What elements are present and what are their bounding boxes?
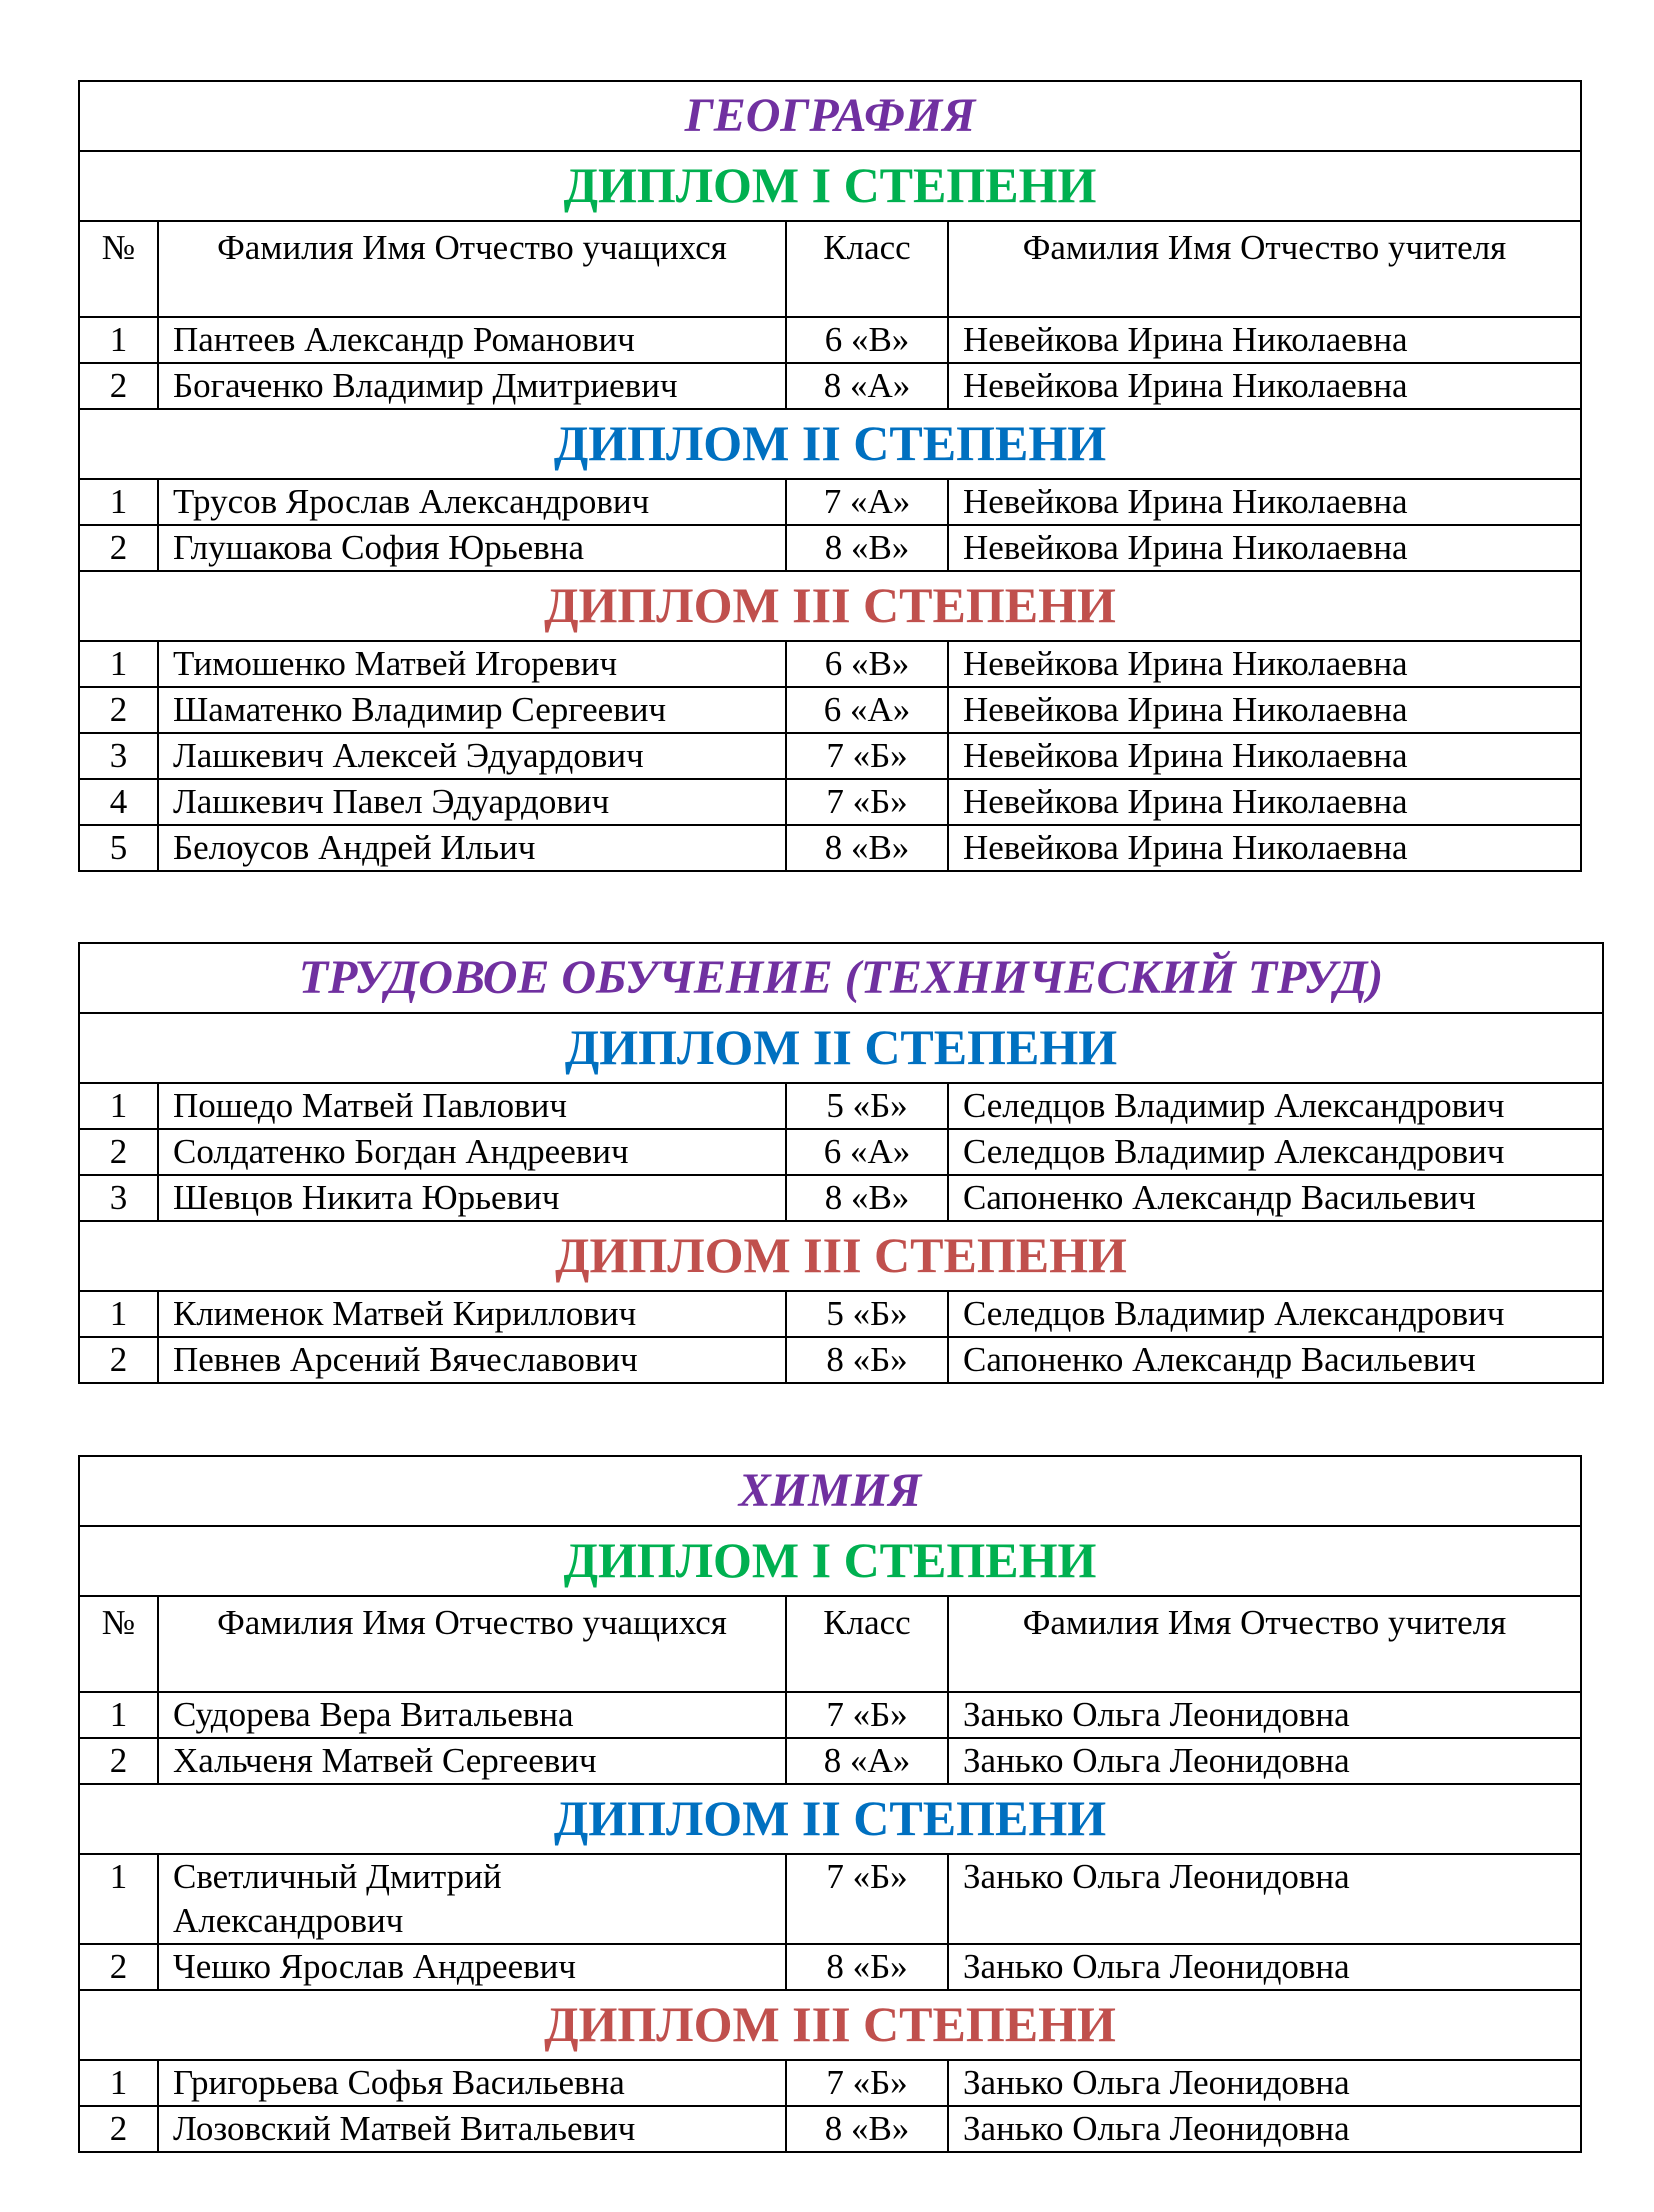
teacher-name: Занько Ольга Леонидовна bbox=[948, 1944, 1581, 1990]
column-header-teacher: Фамилия Имя Отчество учителя bbox=[948, 1596, 1581, 1692]
table-row bbox=[79, 779, 1581, 825]
student-class: 7 «Б» bbox=[786, 779, 948, 825]
teacher-name: Занько Ольга Леонидовна bbox=[948, 1692, 1581, 1738]
student-name: Светличный Дмитрий Александрович bbox=[158, 1854, 786, 1944]
table-row bbox=[79, 525, 1581, 571]
row-number: 1 bbox=[79, 641, 158, 687]
diploma-heading: ДИПЛОМ I СТЕПЕНИ bbox=[79, 1526, 1581, 1596]
teacher-name: Невейкова Ирина Николаевна bbox=[948, 363, 1581, 409]
column-header-num: № bbox=[79, 221, 158, 317]
teacher-name: Невейкова Ирина Николаевна bbox=[948, 641, 1581, 687]
student-name: Пантеев Александр Романович bbox=[158, 317, 786, 363]
diploma-heading: ДИПЛОМ II СТЕПЕНИ bbox=[79, 1013, 1603, 1083]
row-number: 1 bbox=[79, 1692, 158, 1738]
column-header-students: Фамилия Имя Отчество учащихся bbox=[158, 1596, 786, 1692]
student-name: Певнев Арсений Вячеславович bbox=[158, 1337, 786, 1383]
student-class: 5 «Б» bbox=[786, 1291, 948, 1337]
student-class: 7 «А» bbox=[786, 479, 948, 525]
teacher-name: Селедцов Владимир Александрович bbox=[948, 1291, 1603, 1337]
table-row bbox=[79, 1854, 1581, 1944]
teacher-name: Невейкова Ирина Николаевна bbox=[948, 733, 1581, 779]
diploma-heading: ДИПЛОМ II СТЕПЕНИ bbox=[79, 1784, 1581, 1854]
row-number: 3 bbox=[79, 733, 158, 779]
row-number: 5 bbox=[79, 825, 158, 871]
diploma-heading: ДИПЛОМ I СТЕПЕНИ bbox=[79, 151, 1581, 221]
student-class: 6 «В» bbox=[786, 641, 948, 687]
student-class: 6 «А» bbox=[786, 687, 948, 733]
table-row bbox=[79, 1337, 1603, 1383]
student-name: Чешко Ярослав Андреевич bbox=[158, 1944, 786, 1990]
column-header-num: № bbox=[79, 1596, 158, 1692]
student-name: Судорева Вера Витальевна bbox=[158, 1692, 786, 1738]
labour-training-table bbox=[78, 942, 1604, 1384]
table-row bbox=[79, 2060, 1581, 2106]
teacher-name: Сапоненко Александр Васильевич bbox=[948, 1337, 1603, 1383]
student-name: Богаченко Владимир Дмитриевич bbox=[158, 363, 786, 409]
subject-title: ХИМИЯ bbox=[79, 1456, 1581, 1526]
teacher-name: Невейкова Ирина Николаевна bbox=[948, 825, 1581, 871]
student-name: Тимошенко Матвей Игоревич bbox=[158, 641, 786, 687]
teacher-name: Невейкова Ирина Николаевна bbox=[948, 525, 1581, 571]
row-number: 2 bbox=[79, 1129, 158, 1175]
student-class: 7 «Б» bbox=[786, 1692, 948, 1738]
student-class: 7 «Б» bbox=[786, 733, 948, 779]
student-class: 8 «В» bbox=[786, 1175, 948, 1221]
student-class: 6 «В» bbox=[786, 317, 948, 363]
row-number: 3 bbox=[79, 1175, 158, 1221]
subject-title: ГЕОГРАФИЯ bbox=[79, 81, 1581, 151]
student-name: Трусов Ярослав Александрович bbox=[158, 479, 786, 525]
row-number: 2 bbox=[79, 1337, 158, 1383]
row-number: 1 bbox=[79, 1854, 158, 1944]
student-name: Пошедо Матвей Павлович bbox=[158, 1083, 786, 1129]
student-name: Клименок Матвей Кириллович bbox=[158, 1291, 786, 1337]
row-number: 1 bbox=[79, 479, 158, 525]
student-name: Белоусов Андрей Ильич bbox=[158, 825, 786, 871]
row-number: 1 bbox=[79, 1083, 158, 1129]
table-row bbox=[79, 1944, 1581, 1990]
student-class: 8 «В» bbox=[786, 525, 948, 571]
teacher-name: Невейкова Ирина Николаевна bbox=[948, 317, 1581, 363]
student-name: Лашкевич Алексей Эдуардович bbox=[158, 733, 786, 779]
table-row bbox=[79, 1175, 1603, 1221]
table-row bbox=[79, 1083, 1603, 1129]
student-name: Григорьева Софья Васильевна bbox=[158, 2060, 786, 2106]
student-class: 7 «Б» bbox=[786, 2060, 948, 2106]
table-row bbox=[79, 1692, 1581, 1738]
column-header-class: Класс bbox=[786, 221, 948, 317]
row-number: 2 bbox=[79, 525, 158, 571]
row-number: 1 bbox=[79, 1291, 158, 1337]
row-number: 2 bbox=[79, 1944, 158, 1990]
student-class: 8 «Б» bbox=[786, 1944, 948, 1990]
student-class: 8 «Б» bbox=[786, 1337, 948, 1383]
student-name: Лозовский Матвей Витальевич bbox=[158, 2106, 786, 2152]
student-class: 5 «Б» bbox=[786, 1083, 948, 1129]
teacher-name: Селедцов Владимир Александрович bbox=[948, 1129, 1603, 1175]
table-row bbox=[79, 1291, 1603, 1337]
table-row bbox=[79, 479, 1581, 525]
table-row bbox=[79, 641, 1581, 687]
student-class: 8 «А» bbox=[786, 1738, 948, 1784]
teacher-name: Занько Ольга Леонидовна bbox=[948, 2060, 1581, 2106]
student-name: Шевцов Никита Юрьевич bbox=[158, 1175, 786, 1221]
diploma-heading: ДИПЛОМ III СТЕПЕНИ bbox=[79, 1221, 1603, 1291]
teacher-name: Занько Ольга Леонидовна bbox=[948, 1854, 1581, 1944]
table-row bbox=[79, 363, 1581, 409]
column-header-class: Класс bbox=[786, 1596, 948, 1692]
table-row bbox=[79, 2106, 1581, 2152]
student-class: 8 «В» bbox=[786, 2106, 948, 2152]
teacher-name: Занько Ольга Леонидовна bbox=[948, 2106, 1581, 2152]
table-row bbox=[79, 825, 1581, 871]
row-number: 4 bbox=[79, 779, 158, 825]
geography-table bbox=[78, 80, 1582, 872]
subject-title: ТРУДОВОЕ ОБУЧЕНИЕ (ТЕХНИЧЕСКИЙ ТРУД) bbox=[79, 943, 1603, 1013]
student-name: Лашкевич Павел Эдуардович bbox=[158, 779, 786, 825]
teacher-name: Селедцов Владимир Александрович bbox=[948, 1083, 1603, 1129]
diploma-heading: ДИПЛОМ III СТЕПЕНИ bbox=[79, 1990, 1581, 2060]
table-row bbox=[79, 733, 1581, 779]
student-class: 6 «А» bbox=[786, 1129, 948, 1175]
student-class: 8 «А» bbox=[786, 363, 948, 409]
chemistry-table bbox=[78, 1455, 1582, 2153]
student-name: Солдатенко Богдан Андреевич bbox=[158, 1129, 786, 1175]
row-number: 2 bbox=[79, 363, 158, 409]
row-number: 1 bbox=[79, 2060, 158, 2106]
teacher-name: Невейкова Ирина Николаевна bbox=[948, 779, 1581, 825]
column-header-students: Фамилия Имя Отчество учащихся bbox=[158, 221, 786, 317]
table-row bbox=[79, 317, 1581, 363]
student-class: 8 «В» bbox=[786, 825, 948, 871]
student-name: Шаматенко Владимир Сергеевич bbox=[158, 687, 786, 733]
row-number: 2 bbox=[79, 1738, 158, 1784]
row-number: 1 bbox=[79, 317, 158, 363]
table-row bbox=[79, 687, 1581, 733]
student-name: Глушакова София Юрьевна bbox=[158, 525, 786, 571]
table-row bbox=[79, 1129, 1603, 1175]
teacher-name: Невейкова Ирина Николаевна bbox=[948, 687, 1581, 733]
column-header-teacher: Фамилия Имя Отчество учителя bbox=[948, 221, 1581, 317]
row-number: 2 bbox=[79, 2106, 158, 2152]
table-row bbox=[79, 1738, 1581, 1784]
student-name: Хальченя Матвей Сергеевич bbox=[158, 1738, 786, 1784]
teacher-name: Невейкова Ирина Николаевна bbox=[948, 479, 1581, 525]
diploma-heading: ДИПЛОМ II СТЕПЕНИ bbox=[79, 409, 1581, 479]
teacher-name: Сапоненко Александр Васильевич bbox=[948, 1175, 1603, 1221]
teacher-name: Занько Ольга Леонидовна bbox=[948, 1738, 1581, 1784]
student-class: 7 «Б» bbox=[786, 1854, 948, 1944]
row-number: 2 bbox=[79, 687, 158, 733]
diploma-heading: ДИПЛОМ III СТЕПЕНИ bbox=[79, 571, 1581, 641]
